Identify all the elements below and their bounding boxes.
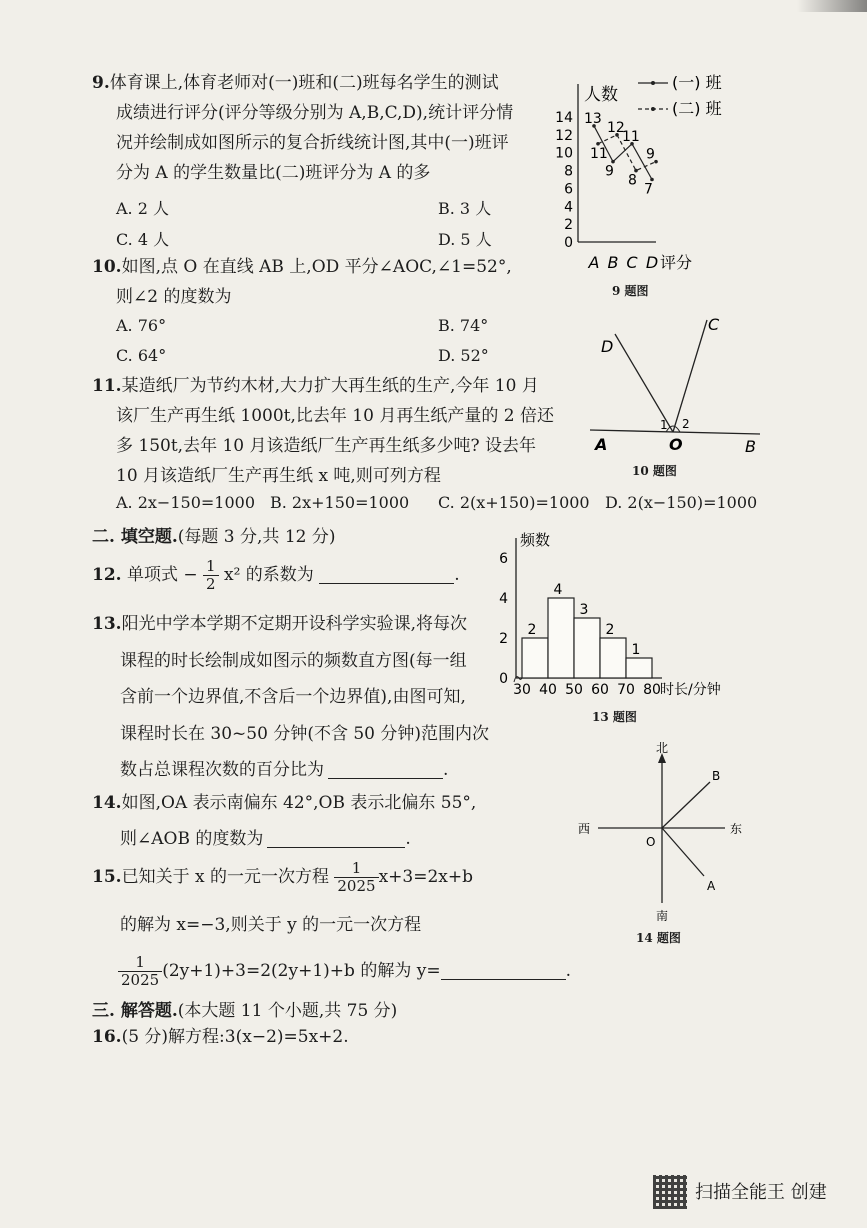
fraction: [203, 558, 219, 593]
question-15-equation: [118, 954, 571, 989]
data-label: 8: [628, 172, 637, 189]
question-text: 则∠AOB 的度数为: [120, 829, 264, 849]
question-text: 如图,点 O 在直线 AB 上,OD 平分∠AOC,∠1=52°,: [121, 257, 512, 277]
x-tick-label: 80: [643, 682, 661, 698]
data-label: 11: [622, 128, 640, 145]
data-label: 9: [646, 146, 655, 163]
line-chart: [548, 72, 748, 277]
label-north: 北: [656, 741, 669, 755]
label-o: O: [646, 835, 656, 849]
label-south: 南: [656, 909, 669, 923]
question-text: 多 150t,去年 10 月该造纸厂生产再生纸多少吨? 设去年: [116, 436, 537, 456]
label-o: O: [669, 435, 683, 454]
question-text: 10 月该造纸厂生产再生纸 x 吨,则可列方程: [116, 466, 441, 486]
denominator: 2025: [337, 877, 376, 895]
x-axis-label: 评分: [660, 253, 693, 272]
label-c: C: [708, 315, 720, 334]
legend-marker: [651, 107, 655, 111]
answer-blank[interactable]: [319, 565, 454, 584]
label-west: 西: [578, 822, 591, 836]
numerator: 1: [118, 954, 162, 972]
question-number: 16.: [92, 1027, 122, 1047]
question-13: [92, 606, 492, 789]
data-label: 2: [527, 622, 537, 638]
numerator: 1: [203, 558, 219, 576]
histogram-bar: [574, 618, 600, 678]
question-10: [92, 252, 552, 312]
section-title: 三. 解答题.: [92, 1001, 178, 1021]
question-number: 10.: [92, 257, 122, 277]
period: .: [454, 565, 460, 585]
answer-blank[interactable]: [267, 829, 405, 848]
question-text: 单项式 −: [126, 565, 198, 585]
question-text: 况并绘制成如图所示的复合折线统计图,其中(一)班评: [116, 133, 509, 153]
label-b: B: [712, 769, 721, 783]
data-label: 7: [644, 181, 653, 198]
period: .: [565, 961, 571, 981]
option-b[interactable]: B. 74°: [438, 316, 489, 335]
ray-ob: [662, 782, 710, 828]
option-a[interactable]: A. 2 人: [116, 199, 169, 218]
section-heading: [92, 996, 397, 1021]
x-tick-label: C: [626, 253, 638, 272]
option-d[interactable]: D. 52°: [438, 346, 489, 365]
y-tick-label: 14: [555, 110, 573, 126]
question-15: [92, 860, 473, 895]
period: .: [405, 829, 411, 849]
x-tick-label: 70: [617, 682, 635, 698]
angle-diagram: [585, 312, 775, 462]
direction-diagram: [570, 738, 760, 938]
question-16: [92, 1022, 349, 1052]
option-b[interactable]: B. 3 人: [438, 199, 492, 218]
question-text: 分为 A 的学生数量比(二)班评分为 A 的多: [116, 163, 431, 183]
data-label: 1: [631, 642, 641, 658]
question-text: 某造纸厂为节约木材,大力扩大再生纸的生产,今年 10 月: [121, 376, 539, 396]
histogram-bar: [626, 658, 652, 678]
question-text: 该厂生产再生纸 1000t,比去年 10 月再生纸产量的 2 倍还: [116, 406, 554, 426]
question-number: 13.: [92, 614, 122, 634]
question-text: x² 的系数为: [224, 565, 314, 585]
question-12: [92, 558, 460, 593]
question-text: 数占总课程次数的百分比为: [120, 760, 324, 780]
label-angle-1: 1: [660, 418, 668, 432]
question-text: 则∠2 的度数为: [116, 287, 232, 307]
y-tick-label: 4: [564, 199, 573, 216]
figure-caption: 9 题图: [612, 284, 649, 298]
question-text: (2y+1)+3=2(2y+1)+b 的解为 y=: [162, 961, 441, 981]
ray-oa: [662, 828, 704, 876]
data-label: 4: [553, 582, 563, 598]
question-number: 14.: [92, 793, 122, 813]
y-tick-label: 2: [499, 631, 508, 647]
answer-blank[interactable]: [328, 760, 443, 779]
y-tick-label: 6: [499, 551, 508, 567]
y-tick-label: 12: [555, 127, 573, 144]
data-label: 3: [579, 602, 589, 618]
question-number: 9.: [92, 73, 110, 93]
question-text: x+3=2x+b: [378, 867, 473, 887]
question-number: 11.: [92, 376, 122, 396]
option-c[interactable]: C. 2(x+150)=1000: [438, 493, 590, 512]
figure-caption: 14 题图: [636, 931, 681, 945]
data-label: 12: [607, 119, 625, 136]
question-text: 已知关于 x 的一元一次方程: [121, 867, 329, 887]
x-tick-label: 60: [591, 682, 609, 698]
label-a: A: [595, 435, 608, 454]
question-14: [92, 785, 552, 857]
data-label: 13: [584, 110, 602, 127]
section-heading: [92, 522, 336, 547]
y-tick-label: 4: [499, 591, 508, 607]
question-text: 成绩进行评分(评分等级分别为 A,B,C,D),统计评分情: [116, 103, 514, 123]
question-text: 课程时长在 30~50 分钟(不含 50 分钟)范围内次: [120, 723, 490, 744]
figure-caption: 13 题图: [592, 710, 637, 724]
y-tick-label: 2: [564, 217, 573, 234]
y-tick-label: 0: [564, 235, 573, 251]
option-a[interactable]: A. 2x−150=1000: [116, 493, 255, 512]
watermark-text: 扫描全能王 创建: [695, 1182, 827, 1203]
x-tick-label: 40: [539, 682, 557, 698]
label-angle-2: 2: [682, 417, 690, 431]
question-number: 15.: [92, 867, 122, 887]
line-ab: [590, 430, 760, 434]
label-b: B: [745, 437, 756, 456]
option-c[interactable]: C. 64°: [116, 346, 167, 365]
y-axis-label: 频数: [520, 531, 551, 549]
figure-caption: 10 题图: [632, 464, 677, 478]
label-d: D: [601, 337, 614, 356]
denominator: 2025: [121, 971, 160, 989]
legend-label: (一) 班: [672, 73, 722, 92]
y-tick-label: 10: [555, 145, 573, 162]
question-text: (5 分)解方程:3(x−2)=5x+2.: [121, 1027, 349, 1047]
y-tick-label: 0: [499, 671, 508, 687]
x-axis-label: 时长/分钟: [660, 682, 721, 698]
denominator: 2: [206, 575, 216, 593]
x-tick-label: D: [645, 253, 659, 272]
y-tick-label: 6: [564, 181, 573, 198]
question-text: 含前一个边界值,不含后一个边界值),由图可知,: [120, 687, 466, 707]
scan-shadow: [797, 0, 867, 12]
question-number: 12.: [92, 565, 122, 585]
label-a: A: [707, 879, 716, 893]
data-label: 9: [605, 163, 614, 180]
numerator: 1: [334, 860, 378, 878]
question-text: 体育课上,体育老师对(一)班和(二)班每名学生的测试: [109, 73, 499, 93]
question-text: 阳光中学本学期不定期开设科学实验课,将每次: [121, 614, 467, 634]
question-text: 如图,OA 表示南偏东 42°,OB 表示北偏东 55°,: [121, 793, 477, 813]
fraction: [118, 954, 162, 989]
section-title: 二. 填空题.: [92, 527, 178, 547]
ray-oc: [673, 320, 707, 432]
question-text: 的解为 x=−3,则关于 y 的一元一次方程: [120, 915, 422, 935]
legend-label: (二) 班: [672, 99, 722, 118]
x-tick-label: B: [607, 253, 619, 272]
answer-blank[interactable]: [441, 961, 566, 980]
option-b[interactable]: B. 2x+150=1000: [270, 493, 410, 512]
section-note: (本大题 11 个小题,共 75 分): [177, 1001, 398, 1021]
histogram-bar: [600, 638, 626, 678]
option-d[interactable]: D. 2(x−150)=1000: [605, 493, 758, 512]
x-tick-label: A: [588, 253, 600, 272]
histogram-chart: [486, 528, 751, 708]
histogram-bar: [548, 598, 574, 678]
data-label: 11: [590, 145, 608, 162]
option-c[interactable]: C. 4 人: [116, 230, 170, 249]
y-tick-label: 8: [564, 163, 573, 180]
section-note: (每题 3 分,共 12 分): [177, 527, 336, 547]
histogram-bar: [522, 638, 548, 678]
option-a[interactable]: A. 76°: [116, 316, 167, 335]
data-label: 2: [605, 622, 615, 638]
period: .: [443, 760, 449, 780]
question-text: 课程的时长绘制成如图示的频数直方图(每一组: [120, 650, 467, 671]
legend-marker: [651, 81, 655, 85]
label-east: 东: [730, 822, 743, 836]
fraction: [334, 860, 378, 895]
x-tick-label: 30: [513, 682, 531, 698]
option-d[interactable]: D. 5 人: [438, 230, 492, 249]
y-axis-label: 人数: [584, 85, 618, 105]
question-11: [92, 371, 572, 491]
question-9: [92, 68, 542, 188]
x-tick-label: 50: [565, 682, 583, 698]
qr-code-icon: [653, 1175, 687, 1209]
